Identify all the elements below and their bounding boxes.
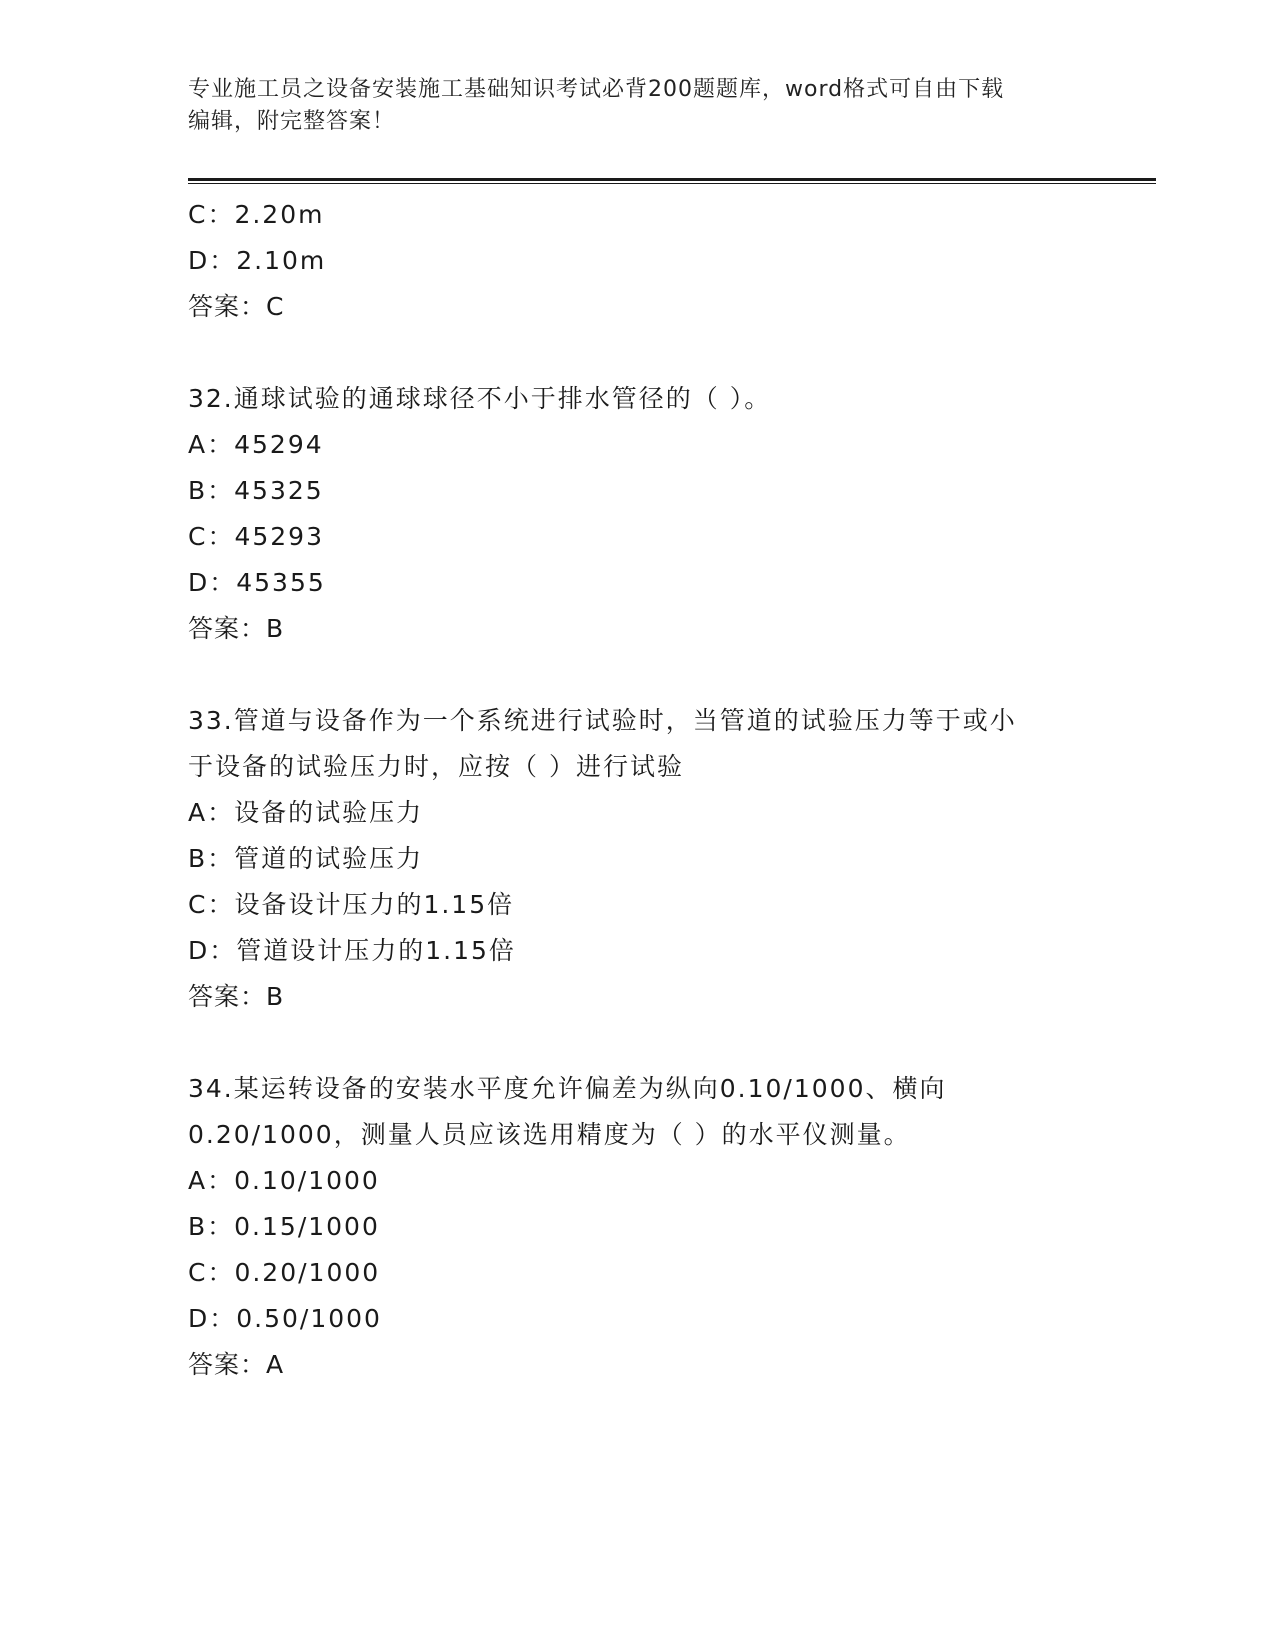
question-32-block — [188, 376, 1148, 652]
q33-stem-line-1: 33.管道与设备作为一个系统进行试验时，当管道的试验压力等于或小 — [188, 706, 1017, 735]
q32-option-d: D：45355 — [188, 568, 326, 597]
q34-option-d: D：0.50/1000 — [188, 1304, 382, 1333]
question-gap — [188, 1020, 1148, 1066]
q34-option-a: A：0.10/1000 — [188, 1166, 380, 1195]
q33-stem-line-2: 于设备的试验压力时，应按（ ）进行试验 — [188, 752, 684, 781]
q31-answer: 答案：C — [188, 292, 285, 321]
question-31-block — [188, 192, 1148, 330]
q34-stem-line-1: 34.某运转设备的安装水平度允许偏差为纵向0.10/1000、横向 — [188, 1074, 947, 1103]
q33-option-b: B：管道的试验压力 — [188, 844, 424, 873]
header-line-1: 专业施工员之设备安装施工基础知识考试必背200题题库，word格式可自由下载 — [188, 77, 1005, 102]
q32-option-c: C：45293 — [188, 522, 324, 551]
q33-option-c: C：设备设计压力的1.15倍 — [188, 890, 515, 919]
question-33-block — [188, 698, 1148, 1020]
question-gap — [188, 330, 1148, 376]
q34-answer: 答案：A — [188, 1350, 285, 1379]
header-rule-thin — [188, 183, 1156, 184]
q34-option-c: C：0.20/1000 — [188, 1258, 381, 1287]
header-line-2: 编辑，附完整答案！ — [188, 109, 396, 134]
q31-option-c: C：2.20m — [188, 200, 325, 229]
q32-option-a: A：45294 — [188, 430, 324, 459]
question-gap — [188, 652, 1148, 698]
q32-option-b: B：45325 — [188, 476, 324, 505]
q32-answer: 答案：B — [188, 614, 285, 643]
q34-option-b: B：0.15/1000 — [188, 1212, 380, 1241]
q33-answer: 答案：B — [188, 982, 285, 1011]
q31-option-d: D：2.10m — [188, 246, 327, 275]
q32-stem: 32.通球试验的通球球径不小于排水管径的（ ）。 — [188, 384, 772, 413]
question-content — [188, 192, 1148, 1388]
question-34-block — [188, 1066, 1148, 1388]
header-rule-thick — [188, 178, 1156, 181]
document-header — [188, 74, 1088, 138]
q33-option-d: D：管道设计压力的1.15倍 — [188, 936, 516, 965]
q33-option-a: A：设备的试验压力 — [188, 798, 424, 827]
q34-stem-line-2: 0.20/1000，测量人员应该选用精度为（ ）的水平仪测量。 — [188, 1120, 911, 1149]
